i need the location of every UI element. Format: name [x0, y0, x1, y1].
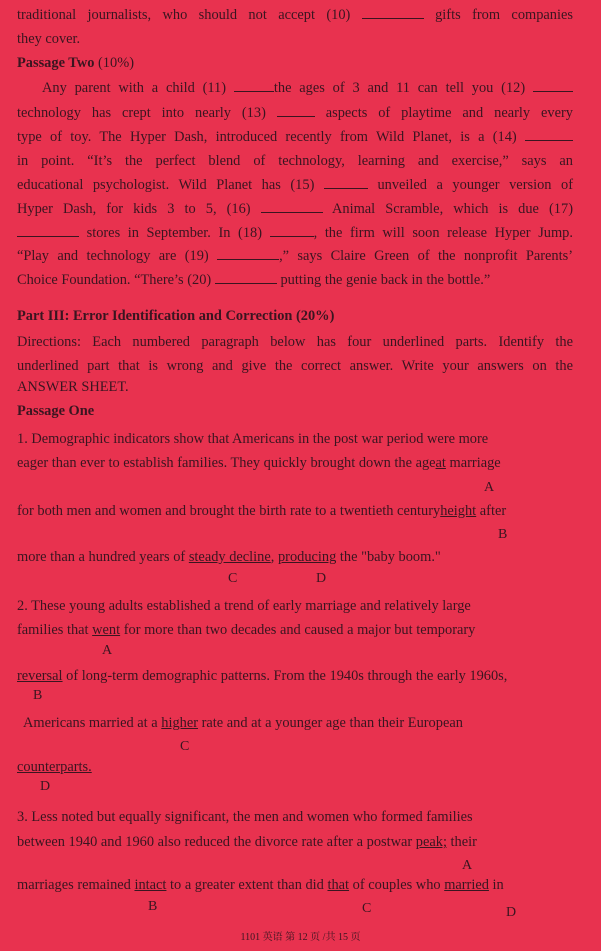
underlined-part-a: at [435, 455, 446, 471]
text-line: Hyper Dash, for kids 3 to 5, (16) Animal Scramble, which is due (17) [17, 201, 573, 217]
directions-line: ANSWER SHEET. [17, 379, 129, 395]
option-label-b: B [33, 688, 43, 703]
page-footer: 1101 英语 第 12 页 /共 15 页 [240, 932, 361, 943]
underlined-part-c: that [327, 877, 350, 893]
text-line: traditional journalists, who should not accept (10) gifts from companies [17, 7, 573, 23]
underlined-part-a: peak; [415, 834, 447, 850]
text-line: they cover. [17, 31, 81, 47]
option-label-c: C [362, 901, 372, 916]
text-line: marriages remained intact to a greater extent than did that of couples who married in [17, 877, 504, 893]
option-label-d: D [506, 905, 517, 920]
text-line: more than a hundred years of steady decline, producing the "baby boom." [17, 549, 441, 565]
text-line: for both men and women and brought the birth rate to a twentieth centuryheight after [17, 503, 507, 519]
directions-line: underlined part that is wrong and give the correct answer. Write your answers on the [17, 358, 573, 374]
answer-blank [324, 176, 368, 189]
answer-blank [277, 104, 315, 117]
answer-blank [261, 200, 323, 213]
text-line: Choice Foundation. “There’s (20) putting the genie back in the bottle.” [17, 272, 491, 288]
text-line: Americans married at a higher rate and at a younger age than their European [23, 715, 463, 731]
option-label-a: A [102, 643, 113, 658]
answer-blank [217, 247, 279, 260]
text-line: 2. These young adults established a trend of early marriage and relatively large [17, 598, 471, 614]
option-label-d: D [40, 779, 51, 794]
option-label-b: B [498, 527, 508, 542]
underlined-part-d: married [444, 877, 489, 893]
underlined-part-d: producing [277, 549, 337, 565]
text-line: technology has crept into nearly (13) aspects of playtime and nearly every [17, 105, 573, 121]
part-heading: Part III: Error Identification and Correction (20%) [17, 308, 335, 324]
answer-blank [270, 224, 314, 237]
option-label-b: B [148, 899, 158, 914]
option-label-c: C [180, 739, 190, 754]
underlined-part-b: height [440, 503, 477, 519]
text-line: 3. Less noted but equally significant, the men and women who formed families [17, 809, 473, 825]
underlined-part-b: intact [134, 877, 167, 893]
answer-blank [215, 271, 277, 284]
underlined-part-a: went [92, 622, 121, 638]
text-line: stores in September. In (18) , the firm will soon release Hyper Jump. [17, 224, 573, 242]
text-line: 1. Demographic indicators show that Americans in the post war period were more [17, 431, 489, 447]
text-line: reversal of long-term demographic patterns. From the 1940s through the early 1960s, [17, 668, 508, 684]
text-line: “Play and technology are (19) ,” says Claire Green of the nonprofit Parents’ [17, 248, 573, 264]
text-line: families that went for more than two decades and caused a major but temporary [17, 622, 476, 638]
option-label-a: A [484, 480, 495, 495]
answer-blank [234, 79, 274, 92]
option-label-d: D [316, 571, 327, 586]
underlined-part-d: counterparts. [17, 759, 92, 775]
text-line: in point. “It’s the perfect blend of technology, learning and exercise,” says an [17, 153, 573, 169]
underlined-part-c: steady decline [188, 549, 271, 565]
text-line: educational psychologist. Wild Planet has (15) unveiled a younger version of [17, 177, 573, 193]
text-line: eager than ever to establish families. They quickly brought down the ageat marriage [17, 455, 501, 471]
text-line: type of toy. The Hyper Dash, introduced recently from Wild Planet, is a (14) [17, 128, 573, 146]
text-line: between 1940 and 1960 also reduced the divorce rate after a postwar peak; their [17, 834, 477, 850]
passage-heading: Passage One [17, 403, 95, 419]
answer-blank [17, 224, 79, 237]
underlined-part-c: higher [161, 715, 199, 731]
option-label-c: C [228, 571, 238, 586]
option-label-a: A [462, 858, 473, 873]
answer-blank [525, 128, 573, 141]
section-heading: Passage Two (10%) [17, 55, 134, 71]
directions-line: Directions: Each numbered paragraph below has four underlined parts. Identify the [17, 334, 573, 350]
text-line: Any parent with a child (11) the ages of 3 and 11 can tell you (12) [42, 79, 573, 97]
underlined-part-b: reversal [17, 668, 63, 684]
answer-blank [533, 79, 573, 92]
answer-blank [362, 6, 424, 19]
